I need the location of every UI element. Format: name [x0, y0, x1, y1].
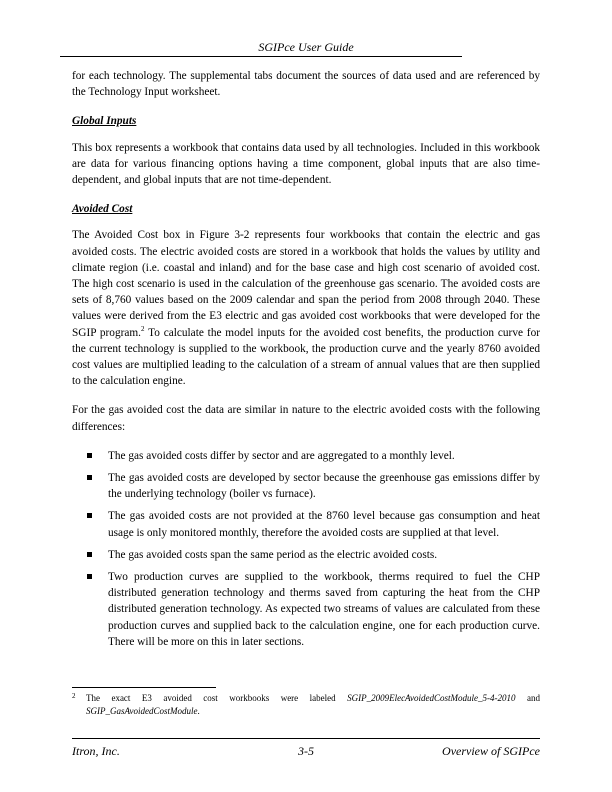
intro-paragraph: for each technology. The supplemental tabs document the sources of data used and are referenced by the Technology Input worksheet. — [72, 70, 540, 99]
list-item-text: The gas avoided costs are not provided at the 8760 level because gas consumption and heat usage is only monitored monthly, therefore the avoided costs are supplied at that level. — [108, 510, 540, 539]
footnote-workbook-name-2: SGIP_GasAvoidedCostModule — [86, 705, 198, 716]
square-bullet-icon — [87, 513, 92, 518]
list-item — [72, 448, 540, 464]
list-item — [72, 508, 540, 540]
footnote-text-before: The exact E3 avoided cost workbooks were labeled — [86, 693, 348, 703]
page-number: 3-5 — [298, 744, 314, 758]
footer-company: Itron, Inc. — [72, 744, 120, 758]
list-item-text: Two production curves are supplied to the workbook, therms required to fuel the CHP distributed generation technology and therms saved from capturing the heat from the CHP distributed generation technology. As expected two streams of values are calculated from these production curves and supplied back to the calculation engine, one for each production curve. There will be more on this in later sections. — [108, 571, 540, 648]
footnote-text — [72, 692, 540, 717]
footnote-number: 2 — [72, 692, 76, 700]
document-title: SGIPce User Guide — [258, 40, 354, 54]
footnote-workbook-name-1: SGIP_2009ElecAvoidedCostModule_5-4-2010 — [347, 693, 516, 703]
list-item — [72, 569, 540, 650]
footnote-text-after: . — [197, 705, 200, 716]
avoided-cost-paragraph — [72, 227, 540, 389]
list-item-text: The gas avoided costs are developed by sector because the greenhouse gas emissions differ by the underlying technology (boiler vs furnace). — [108, 472, 540, 501]
footnote-separator — [72, 687, 216, 688]
square-bullet-icon — [87, 475, 92, 480]
list-item — [72, 470, 540, 502]
square-bullet-icon — [87, 574, 92, 579]
footer-section-title: Overview of SGIPce — [442, 744, 540, 758]
list-item-text: The gas avoided costs span the same period as the electric avoided costs. — [108, 548, 438, 561]
page-footer — [72, 744, 540, 760]
footnote — [72, 692, 540, 717]
square-bullet-icon — [87, 453, 92, 458]
header-rule — [60, 56, 462, 57]
avoided-cost-text-part2: To calculate the model inputs for the avoided cost benefits, the production curve for the current technology is supplied to the workbook, the production curve and the yearly 8760 avoided cost values are multiplied leading to the calculation of a stream of annual values that are then supplied to the calculation engine. — [72, 326, 540, 388]
footnote-text-middle: and — [515, 693, 540, 703]
gas-avoided-cost-paragraph: For the gas avoided cost the data are similar in nature to the electric avoided costs with the following differences: — [72, 404, 540, 433]
section-heading-avoided-cost: Avoided Cost — [72, 203, 133, 216]
avoided-cost-text-part1: The Avoided Cost box in Figure 3-2 represents four workbooks that contain the electric and gas avoided costs. The electric avoided costs are stored in a workbook that holds the values by utility and climate region (i.e. coastal and inland) and for the base case and high cost scenario of avoided cost. The high cost scenario is used in the calculation of the greenhouse gas scenario. The avoided costs are sets of 8,760 values based on the 2009 calendar and span the period from 2008 through 2040. These values were derived from the E3 electric and gas avoided cost workbooks that were developed for the SGIP program. — [72, 229, 540, 339]
footnote-reference[interactable]: 2 — [141, 324, 145, 333]
differences-list — [72, 448, 540, 650]
footer-rule — [72, 738, 540, 739]
global-inputs-paragraph: This box represents a workbook that contains data used by all technologies. Included in this workbook are data for various financing options having a time component, global inputs that are also time-dependent, and global inputs that are not time-dependent. — [72, 141, 540, 187]
square-bullet-icon — [87, 552, 92, 557]
section-heading-global-inputs: Global Inputs — [72, 115, 137, 128]
list-item — [72, 547, 540, 563]
list-item-text: The gas avoided costs differ by sector and are aggregated to a monthly level. — [108, 449, 455, 462]
page-body — [72, 68, 540, 656]
